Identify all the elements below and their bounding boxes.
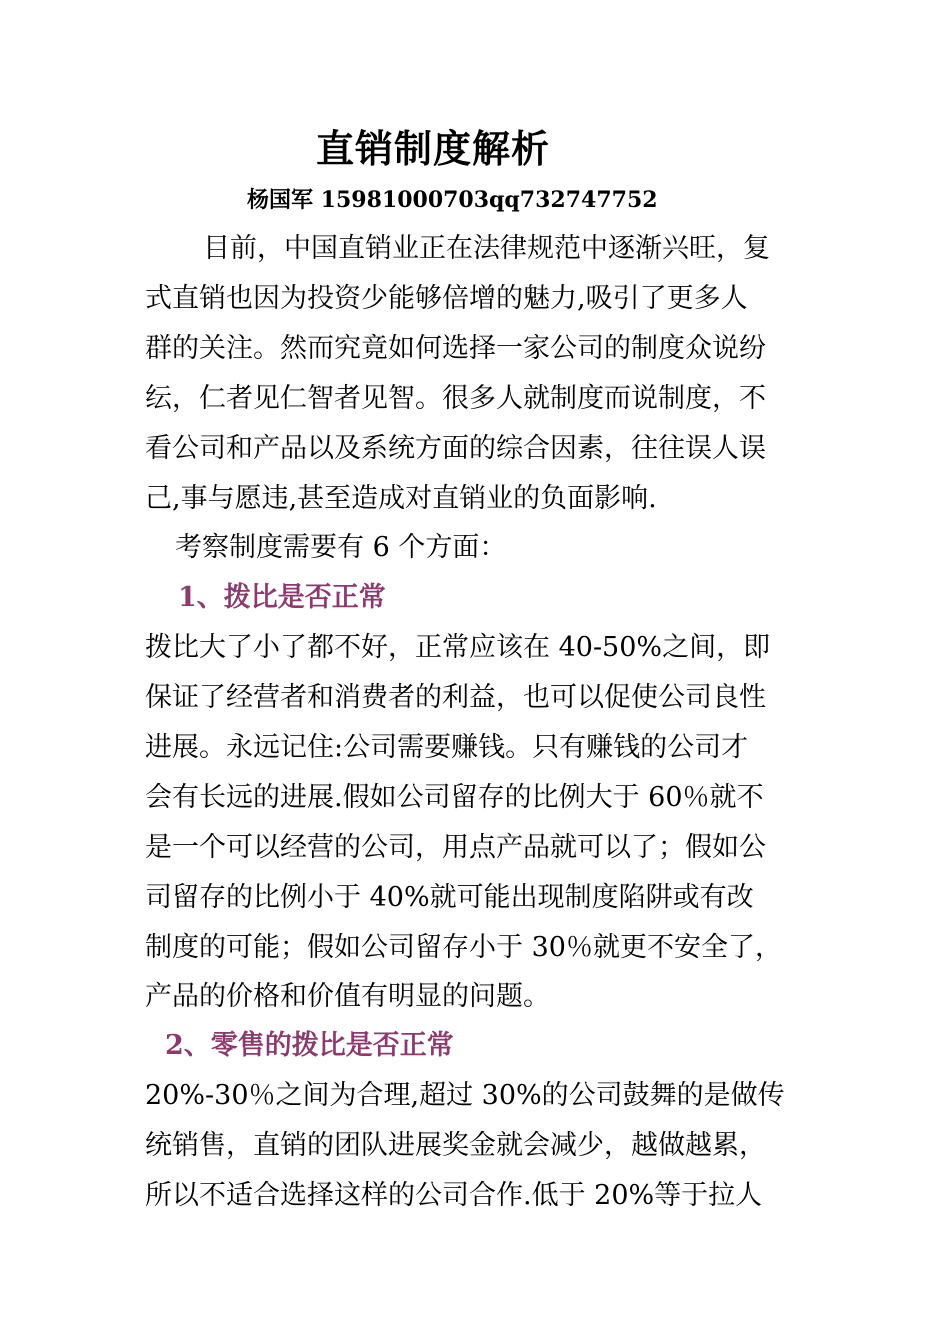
section1-line: 制度的可能；假如公司留存小于 30％就更不安全了，	[145, 932, 782, 963]
paragraph-line: 纭，仁者见仁智者见智。很多人就制度而说制度，不	[145, 383, 766, 414]
paragraph-line: 看公司和产品以及系统方面的综合因素，往往误人误	[145, 433, 766, 464]
section1-line: 进展。永远记住:公司需要赚钱。只有赚钱的公司才	[145, 732, 749, 763]
section1-line: 拨比大了小了都不好，正常应该在 40-50%之间，即	[145, 632, 771, 663]
section2-line: 20%-30％之间为合理,超过 30%的公司鼓舞的是做传	[145, 1080, 785, 1111]
author-line: 杨国军 15981000703qq732747752	[247, 187, 658, 213]
section1-line: 产品的价格和价值有明显的问题。	[145, 981, 550, 1012]
paragraph-line: 群的关注。然而究竟如何选择一家公司的制度众说纷	[145, 333, 766, 364]
section2-line: 所以不适合选择这样的公司合作.低于 20%等于拉人	[145, 1180, 763, 1211]
section-heading-1: 1、拨比是否正常	[178, 582, 386, 613]
section2-line: 统销售，直销的团队进展奖金就会减少，越做越累，	[145, 1130, 766, 1161]
aspects-intro: 考察制度需要有 6 个方面：	[175, 532, 507, 563]
section1-line: 是一个可以经营的公司，用点产品就可以了；假如公	[145, 832, 766, 863]
document-title: 直销制度解析	[315, 126, 550, 171]
section1-line: 保证了经营者和消费者的利益，也可以促使公司良性	[145, 682, 766, 713]
paragraph-line: 己,事与愿违,甚至造成对直销业的负面影响.	[145, 483, 657, 514]
paragraph-line: 式直销也因为投资少能够倍增的魅力,吸引了更多人	[145, 283, 748, 314]
section1-line: 会有长远的进展.假如公司留存的比例大于 60％就不	[145, 782, 764, 813]
section1-line: 司留存的比例小于 40%就可能出现制度陷阱或有改	[145, 882, 754, 913]
section-heading-2: 2、零售的拨比是否正常	[165, 1030, 454, 1061]
paragraph-line: 目前，中国直销业正在法律规范中逐渐兴旺，复	[203, 233, 770, 264]
